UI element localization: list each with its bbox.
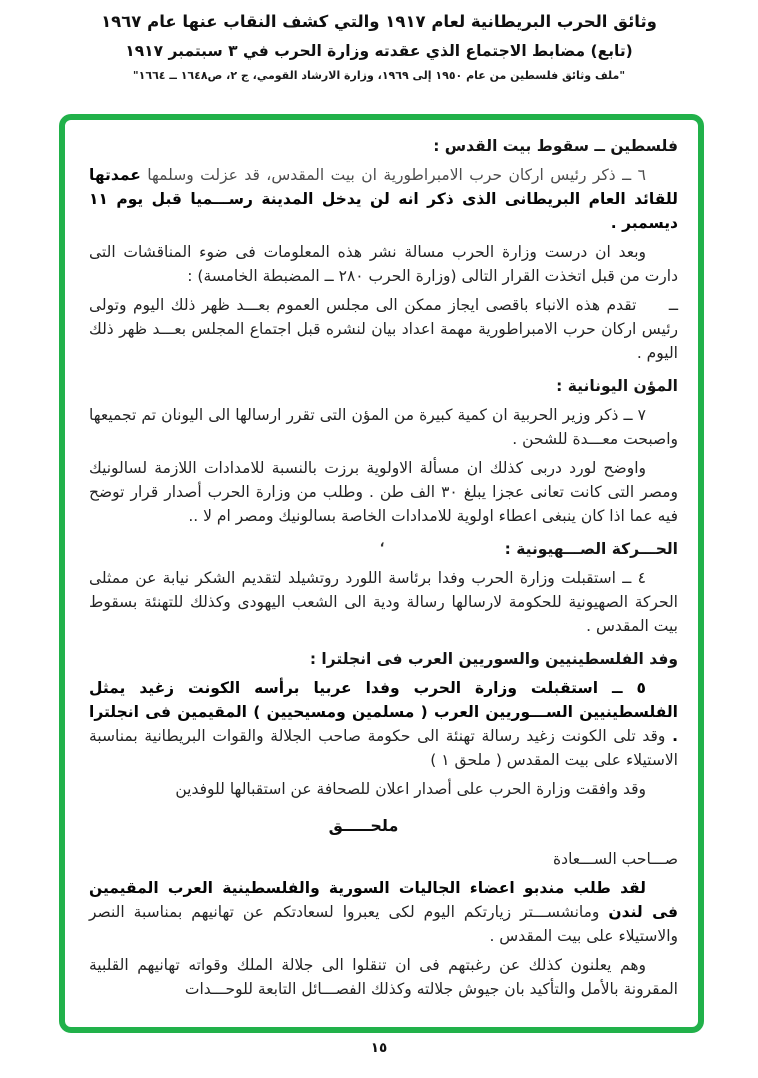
section-heading-palestine-fall-of-jerusalem: فلسطين ــ سقوط بيت القدس :	[433, 137, 678, 155]
page-title: وثائق الحرب البريطانية لعام ١٩١٧ والتي كشف النقاب عنها عام ١٩٦٧	[101, 12, 657, 31]
section-heading-zionist-movement	[89, 537, 678, 561]
paragraph-item-6-text: ٦ ــ ذكر رئيس اركان حرب الامبراطورية ان بيت المقدس، قد عزلت وسلمها	[147, 166, 646, 184]
paragraph-item-4: ٤ ــ استقبلت وزارة الحرب وفدا برئاسة اللورد روتشيلد لتقديم الشكر نيابة عن ممثلى الحركة الصهيونية للحكومة لارسالها رسالة ودية الى الشعب اليهودى وكذلك للتهنئة بسقوط بيت المقدس .	[89, 569, 678, 635]
page-subtitle: (تابع) مضابط الاجتماع الذي عقدته وزارة الحرب في ٣ سبتمبر ١٩١٧	[125, 42, 633, 60]
page-number: ١٥	[370, 1040, 388, 1056]
source-citation: "ملف وثائق فلسطين من عام ١٩٥٠ إلى ١٩٦٩، وزارة الارشاد القومي، ج ٢، ص١٦٤٨ ــ ١٦٦٤"	[132, 69, 626, 82]
paragraph-press-release: وقد وافقت وزارة الحرب على أصدار اعلان للصحافة عن استقبالها للوفدين	[175, 780, 646, 798]
annex-salutation: صـــاحب الســـعادة	[553, 850, 678, 868]
paragraph-item-7: ٧ ــ ذكر وزير الحربية ان كمية كبيرة من المؤن التى تقرر ارسالها الى اليونان تم تجميعها واصبحت معـــدة للشحن .	[89, 406, 678, 448]
paragraph-item-6	[89, 163, 678, 235]
paragraph-item-5-text: وقد تلى الكونت زغيد رسالة تهنئة الى حكومة صاحب الجلالة والقوات البريطانية بمناسبة الاستيلاء على بيت المقدس ( ملحق ١ )	[89, 727, 678, 769]
annex-paragraph-1-text: ومانشســـتر زيارتكم اليوم لكى يعبروا لسعادتكم عن تهانيهم بمناسبة النصر والاستيلاء على بيت المقدس .	[89, 903, 678, 945]
scan-artifact-mark: ʻ	[379, 541, 385, 556]
paragraph-lord-derby: واوضح لورد دربى كذلك ان مسألة الاولوية برزت بالنسبة للامدادات اللازمة لسالونيك ومصر التى كانت تعانى عجزا يبلغ ٣٠ الف طن . وطلب من وزارة الحرب أصدار قرار توضح فيه عما اذا كان ينبغى اعطاء اولوية للامدادات الخاصة بسالونيك ومصر ام لا ..	[89, 459, 678, 525]
annex-paragraph-2: وهم يعلنون كذلك عن رغبتهم فى ان تنقلوا الى جلالة الملك وقواته تهانيهم القلبية المقرونة بالأمل والتأكيد بان جيوش جلالته وكذلك الفصـــائل التابعة للوحـــدات	[89, 956, 678, 998]
section-heading-arab-delegation-england: وفد الفلسطينيين والسوريين العرب فى انجلترا :	[309, 650, 678, 668]
section-heading-greek-supplies: المؤن اليونانية :	[556, 377, 678, 395]
paragraph-item-5	[89, 676, 678, 772]
paragraph-item-5-bold: ٥ ــ استقبلت وزارة الحرب وفدا عربيا برأسه الكونت زغيد يمثل الفلسطينيين الســـوريين العرب ( مسلمين ومسيحيين ) المقيمين فى انجلترا .	[89, 679, 678, 745]
section-heading-zionist-movement-text: الحـــركة الصـــهيونية :	[504, 540, 678, 558]
paragraph-war-office-decision: وبعد ان درست وزارة الحرب مسالة نشر هذه المعلومات فى ضوء المناقشات التى دارت من قبل اتخذت القرار التالى (وزارة الحرب ٢٨٠ ــ المضبطة الخامسة) :	[89, 243, 678, 285]
paragraph-item-6-bold: عمدتها للقائد العام البريطانى الذى ذكر انه لن يدخل المدينة رســـميا قبل يوم ١١ ديسمبر .	[89, 166, 678, 232]
paragraph-announcement-dash-item: ــ تقدم هذه الانباء باقصى ايجاز ممكن الى مجلس العموم بعـــد ظهر ذلك اليوم وتولى رئيس اركان حرب الامبراطورية مهمة اعداد بيان لنشره قبل اجتماع المجلس بعـــد ظهر ذلك اليوم .	[89, 296, 678, 362]
document-frame	[59, 114, 704, 1033]
document-header	[0, 12, 758, 82]
annex-title: ملحـــــق	[328, 816, 399, 835]
annex-paragraph-1	[89, 876, 678, 948]
annex-paragraph-1-bold: لقد طلب مندبو اعضاء الجاليات السورية والفلسطينية العرب المقيمين فى لندن	[89, 879, 678, 921]
